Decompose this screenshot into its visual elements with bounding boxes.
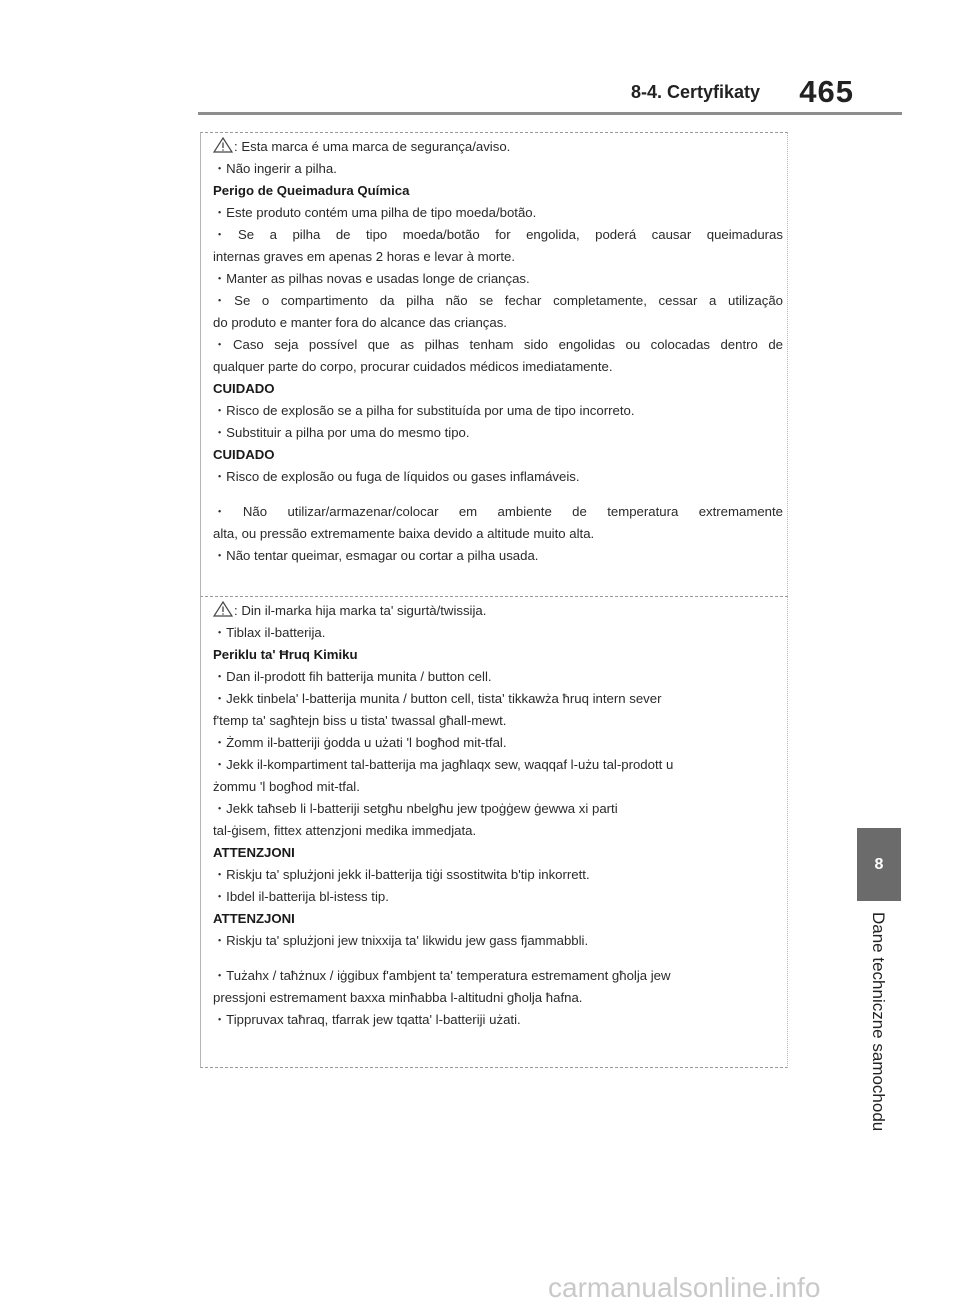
text-line: ・Jekk il-kompartiment tal-batterija ma jagħlaqx sew, waqqaf l-użu tal-prodott u [213,757,674,772]
section-title: 8-4. Certyfikaty [630,82,760,102]
text-line: ・Ibdel il-batterija bl-istess tip. [213,889,389,904]
watermark: carmanualsonline.info [548,1272,821,1303]
text-line: ・Tippruvax taħraq, tfarrak jew tqatta' l-batteriji użati. [213,1012,521,1027]
text-line: ・Não ingerir a pilha. [213,161,337,176]
text-line: do produto e manter fora do alcance das crianças. [213,315,507,330]
text-line: ・Substituir a pilha por uma do mesmo tipo. [213,425,470,440]
spacer [213,952,783,965]
header-rule [198,112,902,115]
text-line: ・Tiblax il-batterija. [213,625,326,640]
text-line: ・Tużahx / taħżnux / iġgibux f'ambjent ta' temperatura estremament għolja jew [213,968,671,983]
text-line: ・Riskju ta' splużjoni jew tnixxija ta' likwidu jew gass fjammabbli. [213,933,589,948]
text-line: ・Se a pilha de tipo moeda/botão for engolida, poderá causar queimaduras [213,227,783,242]
text-line: ・Jekk tinbela' l-batterija munita / button cell, tista' tikkawża ħruq intern sever [213,691,662,706]
text-line: ・Manter as pilhas novas e usadas longe de crianças. [213,271,530,286]
text-line: tal-ġisem, fittex attenzjoni medika immedjata. [213,823,477,838]
warning-triangle-icon [213,137,233,153]
section-heading: Perigo de Queimadura Química [213,183,410,198]
chapter-number: 8 [874,855,884,873]
spacer [213,488,783,501]
text-line: pressjoni estremament baxxa minħabba l-altitudni għolja ħafna. [213,990,583,1005]
page-number: 465 [799,74,854,109]
text-line: żommu 'l bogħod mit-tfal. [213,779,360,794]
text-line: ・Caso seja possível que as pilhas tenham sido engolidas ou colocadas dentro de [213,337,783,352]
section-heading: Periklu ta' Ħruq Kimiku [213,647,358,662]
warning-mark-line [213,600,783,622]
warning-mark-text: : Esta marca é uma marca de segurança/aviso. [234,139,511,154]
text-line: ・Se o compartimento da pilha não se fechar completamente, cessar a utilização [213,293,783,308]
warning-mark-text: : Din il-marka hija marka ta' sigurtà/twissija. [234,603,487,618]
chapter-title: Dane techniczne samochodu [869,912,888,1132]
text-line: alta, ou pressão extremamente baixa devido a altitude muito alta. [213,526,595,541]
warning-mark-line [213,136,783,158]
warning-triangle-icon [213,601,233,617]
text-line: ・Não utilizar/armazenar/colocar em ambiente de temperatura extremamente [213,504,783,519]
text-line: qualquer parte do corpo, procurar cuidados médicos imediatamente. [213,359,613,374]
chapter-tab [857,828,901,901]
text-line: ・Dan il-prodott fih batterija munita / button cell. [213,669,492,684]
text-line: ・Risco de explosão ou fuga de líquidos ou gases inflamáveis. [213,469,580,484]
section-heading: CUIDADO [213,447,275,462]
section-heading: CUIDADO [213,381,275,396]
section-heading: ATTENZJONI [213,911,295,926]
text-line: f'temp ta' sagħtejn biss u tista' twassal għall-mewt. [213,713,507,728]
certificate-maltese [200,596,788,1068]
text-line: internas graves em apenas 2 horas e levar à morte. [213,249,516,264]
text-line: ・Risco de explosão se a pilha for substituída por uma de tipo incorreto. [213,403,635,418]
text-line: ・Este produto contém uma pilha de tipo moeda/botão. [213,205,537,220]
text-line: ・Jekk taħseb li l-batteriji setgħu nbelgħu jew tpoġġew ġewwa xi parti [213,801,618,816]
text-line: ・Não tentar queimar, esmagar ou cortar a pilha usada. [213,548,539,563]
section-heading: ATTENZJONI [213,845,295,860]
text-line: ・Żomm il-batteriji ġodda u użati 'l bogħod mit-tfal. [213,735,507,750]
certificate-portuguese [200,132,788,596]
text-line: ・Riskju ta' splużjoni jekk il-batterija tiġi ssostitwita b'tip inkorrett. [213,867,590,882]
